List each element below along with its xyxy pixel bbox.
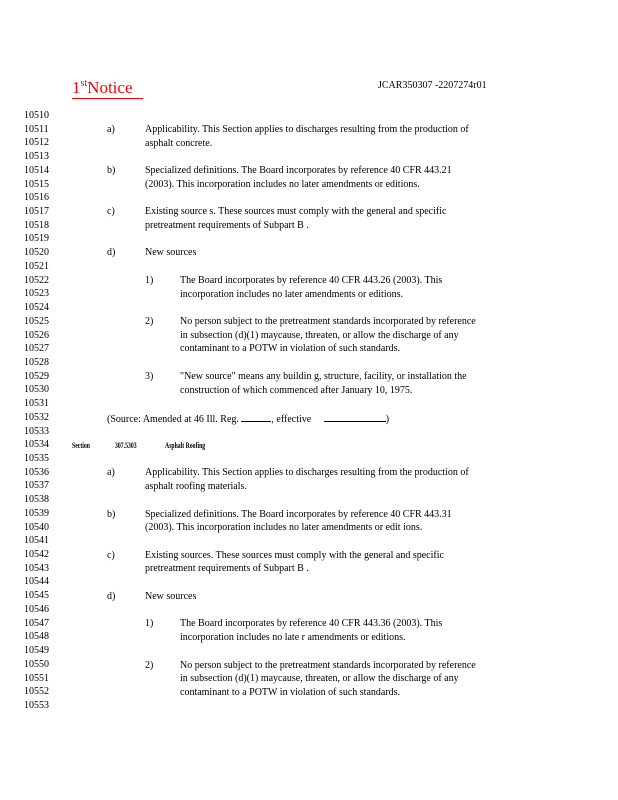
item-marker: 2) — [145, 316, 154, 327]
line-number: 10549 — [24, 645, 49, 657]
line-number: 10519 — [24, 233, 49, 245]
text-line: asphalt concrete. — [145, 137, 213, 149]
line-number: 10548 — [24, 631, 49, 643]
line-number: 10540 — [24, 521, 49, 533]
section-title: Asphalt Roofing — [165, 441, 206, 450]
line-number: 10538 — [24, 494, 49, 506]
line-number: 10539 — [24, 507, 49, 519]
line-number: 10529 — [24, 370, 49, 382]
source-close: ) — [385, 414, 390, 425]
text-line: incorporation includes no late r amendments or editions. — [180, 632, 406, 643]
line-number: 10511 — [24, 123, 49, 135]
line-number: 10532 — [24, 411, 49, 423]
text-line: Applicability. This Section applies to discharges resulting from the production of — [145, 124, 469, 135]
item-marker: a) — [107, 467, 115, 479]
line-number: 10524 — [24, 302, 49, 314]
line-number: 10510 — [24, 110, 49, 121]
line-number: 10515 — [24, 178, 49, 190]
line-number: 10527 — [24, 343, 49, 355]
source-text: , effective — [271, 414, 312, 425]
line-number: 10536 — [24, 466, 49, 478]
text-line: No person subject to the pretreatment standards incorporated by reference — [180, 659, 476, 671]
line-number: 10544 — [24, 576, 49, 588]
line-number: 10537 — [24, 480, 49, 492]
text-line: (2003). This incorporation includes no later amendments or editions. — [145, 178, 420, 190]
text-line: New sources — [145, 247, 197, 259]
line-number: 10535 — [24, 453, 49, 464]
text-line: pretreatment requirements of Subpart B . — [145, 563, 309, 575]
line-number: 10521 — [24, 260, 49, 272]
line-number: 10526 — [24, 329, 49, 341]
line-number: 10512 — [24, 137, 49, 149]
text-line: "New source" means any buildin g, structure, facility, or installation the — [180, 370, 467, 382]
line-number: 10534 — [24, 439, 49, 451]
text-line: pretreatment requirements of Subpart B . — [145, 219, 309, 231]
line-number: 10518 — [24, 219, 49, 231]
notice-superscript: st — [80, 78, 88, 89]
line-number: 10528 — [24, 356, 49, 368]
line-number: 10517 — [24, 206, 49, 218]
line-number: 10550 — [24, 658, 49, 670]
line-number: 10547 — [24, 617, 49, 629]
effective-date-blank — [324, 412, 386, 422]
text-line: Specialized definitions. The Board incorporates by reference 40 CFR 443.31 — [145, 508, 452, 520]
line-number: 10541 — [24, 535, 49, 547]
line-number: 10530 — [24, 384, 49, 396]
notice-heading — [72, 74, 143, 99]
section-label: Section — [72, 441, 90, 450]
line-number: 10551 — [24, 672, 49, 684]
text-line: in subsection (d)(1) maycause, threaten, or allow the discharge of any — [180, 673, 459, 685]
line-number: 10520 — [24, 247, 49, 259]
item-marker: b) — [107, 165, 116, 176]
item-marker: d) — [107, 590, 116, 602]
item-marker: c) — [107, 206, 115, 218]
text-line: (2003). This incorporation includes no later amendments or edit ions. — [145, 522, 423, 534]
line-number: 10514 — [24, 164, 49, 176]
item-marker: 1) — [145, 274, 154, 286]
item-marker: d) — [107, 247, 116, 259]
text-line: Existing sources. These sources must comply with the general and specific — [145, 549, 444, 561]
text-line: asphalt roofing materials. — [145, 481, 247, 492]
item-marker: b) — [107, 508, 116, 520]
line-number: 10545 — [24, 590, 49, 602]
item-marker: 1) — [145, 618, 154, 630]
source-note — [107, 412, 389, 425]
line-number: 10552 — [24, 686, 49, 698]
item-marker: a) — [107, 124, 115, 135]
text-line: The Board incorporates by reference 40 CFR 443.36 (2003). This — [180, 618, 443, 630]
text-line: in subsection (d)(1) maycause, threaten, or allow the discharge of any — [180, 329, 459, 341]
line-number: 10513 — [24, 151, 49, 163]
text-line: Applicability. This Section applies to discharges resulting from the production of — [145, 467, 469, 479]
register-blank — [241, 412, 271, 422]
text-line: contaminant to a POTW in violation of such standards. — [180, 686, 401, 698]
item-marker: 3) — [145, 370, 154, 382]
source-text: (Source: Amended at 46 Ill. Reg. — [107, 414, 239, 425]
text-line: incorporation includes no later amendments or editions. — [180, 288, 403, 300]
section-number: 307.5303 — [115, 441, 137, 450]
line-number: 10553 — [24, 699, 49, 711]
line-number: 10516 — [24, 192, 49, 204]
document-code: JCAR350307 -2207274r01 — [378, 80, 487, 91]
line-number: 10546 — [24, 603, 49, 615]
notice-word: Notice — [87, 78, 133, 97]
text-line: contaminant to a POTW in violation of such standards. — [180, 343, 401, 355]
line-number: 10531 — [24, 398, 49, 410]
line-number: 10523 — [24, 288, 49, 300]
text-line: construction of which commenced after January 10, 1975. — [180, 384, 413, 396]
line-number: 10533 — [24, 425, 49, 437]
text-line: New sources — [145, 590, 197, 602]
line-number: 10522 — [24, 274, 49, 286]
text-line: Existing source s. These sources must comply with the general and specific — [145, 206, 447, 218]
line-number: 10542 — [24, 549, 49, 561]
text-line: No person subject to the pretreatment standards incorporated by reference — [180, 316, 476, 327]
item-marker: c) — [107, 549, 115, 561]
line-number: 10543 — [24, 562, 49, 574]
line-number: 10525 — [24, 315, 49, 327]
text-line: Specialized definitions. The Board incorporates by reference 40 CFR 443.21 — [145, 165, 452, 176]
notice-prefix: 1 — [72, 78, 81, 97]
text-line: The Board incorporates by reference 40 CFR 443.26 (2003). This — [180, 274, 443, 286]
item-marker: 2) — [145, 659, 154, 671]
